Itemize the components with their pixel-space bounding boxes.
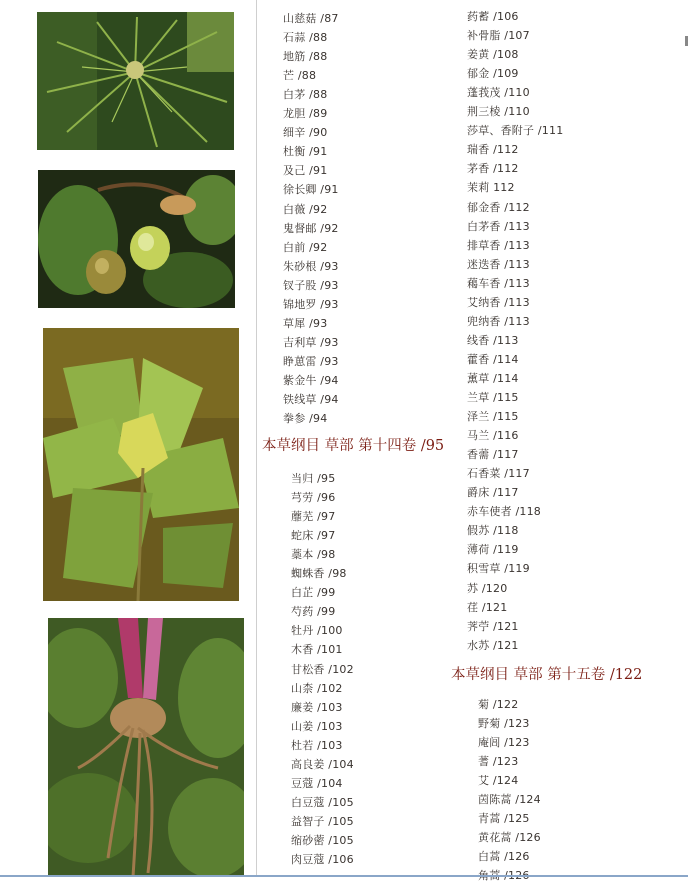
toc-entry: 吉利草 /93 [283, 335, 339, 349]
toc-entry: 锦地罗 /93 [283, 297, 339, 311]
toc-entry: 肉豆蔻 /106 [291, 853, 354, 866]
toc-entry: 蜘蛛香 /98 [291, 567, 347, 581]
toc-entry: 牡丹 /100 [291, 624, 343, 638]
toc-entry: 白豆蔻 /105 [291, 795, 354, 809]
toc-entry: 假苏 /118 [467, 524, 519, 538]
plant-photo-1 [37, 12, 234, 150]
volume-heading: 本草纲目 草部 第十四卷 /95 [262, 438, 445, 454]
plant-photo-3 [43, 328, 239, 601]
toc-entry: 排草香 /113 [467, 238, 530, 252]
toc-entry: 白蒿 /126 [478, 850, 530, 864]
toc-entry: 白芷 /99 [291, 586, 336, 600]
toc-entry: 青蒿 /125 [478, 812, 530, 826]
toc-entry: 蓬莪茂 /110 [467, 86, 530, 100]
toc-entry: 补骨脂 /107 [467, 29, 530, 43]
toc-entry: 兜纳香 /113 [467, 314, 530, 328]
toc-entry: 益智子 /105 [291, 814, 354, 828]
toc-entry: 药蓄 /106 [467, 10, 519, 23]
toc-entry: 薄荷 /119 [467, 543, 519, 557]
toc-entry: 黄花蒿 /126 [478, 831, 541, 845]
toc-entry: 白茅香 /113 [467, 219, 530, 233]
toc-entry: 及己 /91 [283, 164, 328, 178]
toc-entry: 山柰 /102 [291, 681, 343, 695]
toc-entry: 朱砂根 /93 [283, 259, 339, 273]
toc-entry: 钗子股 /93 [283, 278, 339, 292]
toc-entry: 线香 /113 [467, 333, 519, 347]
toc-entry: 缩砂蔤 /105 [291, 833, 354, 847]
toc-entry: 草犀 /93 [283, 316, 328, 330]
toc-entry: 泽兰 /115 [467, 410, 519, 424]
toc-entry: 积雪草 /119 [467, 562, 530, 576]
volume-heading: 本草纲目 草部 第十五卷 /122 [451, 667, 643, 683]
toc-entry: 地筋 /88 [283, 50, 328, 64]
toc-entry: 鬼督邮 /92 [283, 221, 339, 235]
toc-entry: 蘼芜 /97 [291, 510, 336, 524]
toc-entry: 艾 /124 [478, 774, 519, 788]
toc-entry: 藁本 /98 [291, 548, 336, 562]
toc-entry: 荏 /121 [467, 600, 508, 614]
toc-entry: 爵床 /117 [467, 486, 519, 500]
toc-entry: 瑞香 /112 [467, 143, 519, 157]
toc-entry: 廉姜 /103 [291, 700, 343, 714]
toc-entry: 木香 /101 [291, 643, 343, 657]
page-gutter [256, 0, 257, 877]
toc-entry: 山姜 /103 [291, 719, 343, 733]
plant-photo-2 [38, 170, 235, 308]
toc-entry: 兰草 /115 [467, 391, 519, 404]
toc-entry: 莎草、香附子 /111 [467, 124, 564, 138]
toc-entry: 石香菜 /117 [467, 467, 530, 481]
toc-entry: 紫金牛 /94 [283, 373, 339, 387]
toc-entry: 野菊 /123 [478, 717, 530, 731]
toc-entry: 蓍 /123 [478, 755, 519, 769]
toc-entry: 茉莉 112 [467, 181, 515, 195]
toc-entry: 睁葸雷 /93 [283, 354, 339, 368]
toc-entry: 香薷 /117 [467, 448, 519, 462]
toc-entry: 龙胆 /89 [283, 107, 328, 121]
toc-entry: 拳参 /94 [283, 412, 328, 426]
toc-entry: 苏 /120 [467, 581, 508, 595]
plant-photo-4 [48, 618, 244, 877]
toc-entry: 高良姜 /104 [291, 757, 354, 771]
toc-entry: 铁线草 /94 [283, 393, 339, 406]
toc-entry: 茅香 /112 [467, 162, 519, 176]
toc-entry: 杜衡 /91 [283, 145, 328, 159]
toc-entry: 徐长卿 /91 [283, 183, 339, 197]
toc-entry: 杜若 /103 [291, 738, 343, 752]
toc-entry: 荠苧 /121 [467, 619, 519, 633]
toc-entry: 薰草 /114 [467, 371, 519, 385]
toc-entry: 藿香 /114 [467, 352, 519, 366]
toc-entry: 藒车香 /113 [467, 276, 530, 290]
toc-entry: 郁金 /109 [467, 67, 519, 81]
toc-entry: 蛇床 /97 [291, 529, 336, 543]
toc-entry: 山慈菇 /87 [283, 12, 339, 25]
toc-entry: 芒 /88 [283, 69, 317, 83]
toc-entry: 姜黄 /108 [467, 48, 519, 62]
toc-entry: 当归 /95 [291, 472, 336, 485]
toc-entry: 白前 /92 [283, 240, 328, 254]
toc-entry: 艾纳香 /113 [467, 295, 530, 309]
toc-entry: 郁金香 /112 [467, 200, 530, 214]
toc-entry: 荆三棱 /110 [467, 105, 530, 119]
toc-entry: 芎劳 /96 [291, 491, 336, 505]
toc-entry: 白茅 /88 [283, 88, 328, 102]
toc-entry: 水苏 /121 [467, 638, 519, 652]
toc-entry: 茵陈蒿 /124 [478, 793, 541, 807]
toc-entry: 芍药 /99 [291, 605, 336, 619]
toc-entry: 细辛 /90 [283, 126, 328, 140]
toc-entry: 迷迭香 /113 [467, 257, 530, 271]
toc-entry: 石蒜 /88 [283, 31, 328, 45]
toc-entry: 豆蔻 /104 [291, 776, 343, 790]
toc-entry: 甘松香 /102 [291, 662, 354, 676]
toc-entry: 马兰 /116 [467, 429, 519, 443]
toc-entry: 菊 /122 [478, 698, 519, 711]
toc-entry: 赤车使者 /118 [467, 505, 541, 519]
toc-entry: 庵闾 /123 [478, 736, 530, 750]
toc-entry: 白薇 /92 [283, 202, 328, 216]
